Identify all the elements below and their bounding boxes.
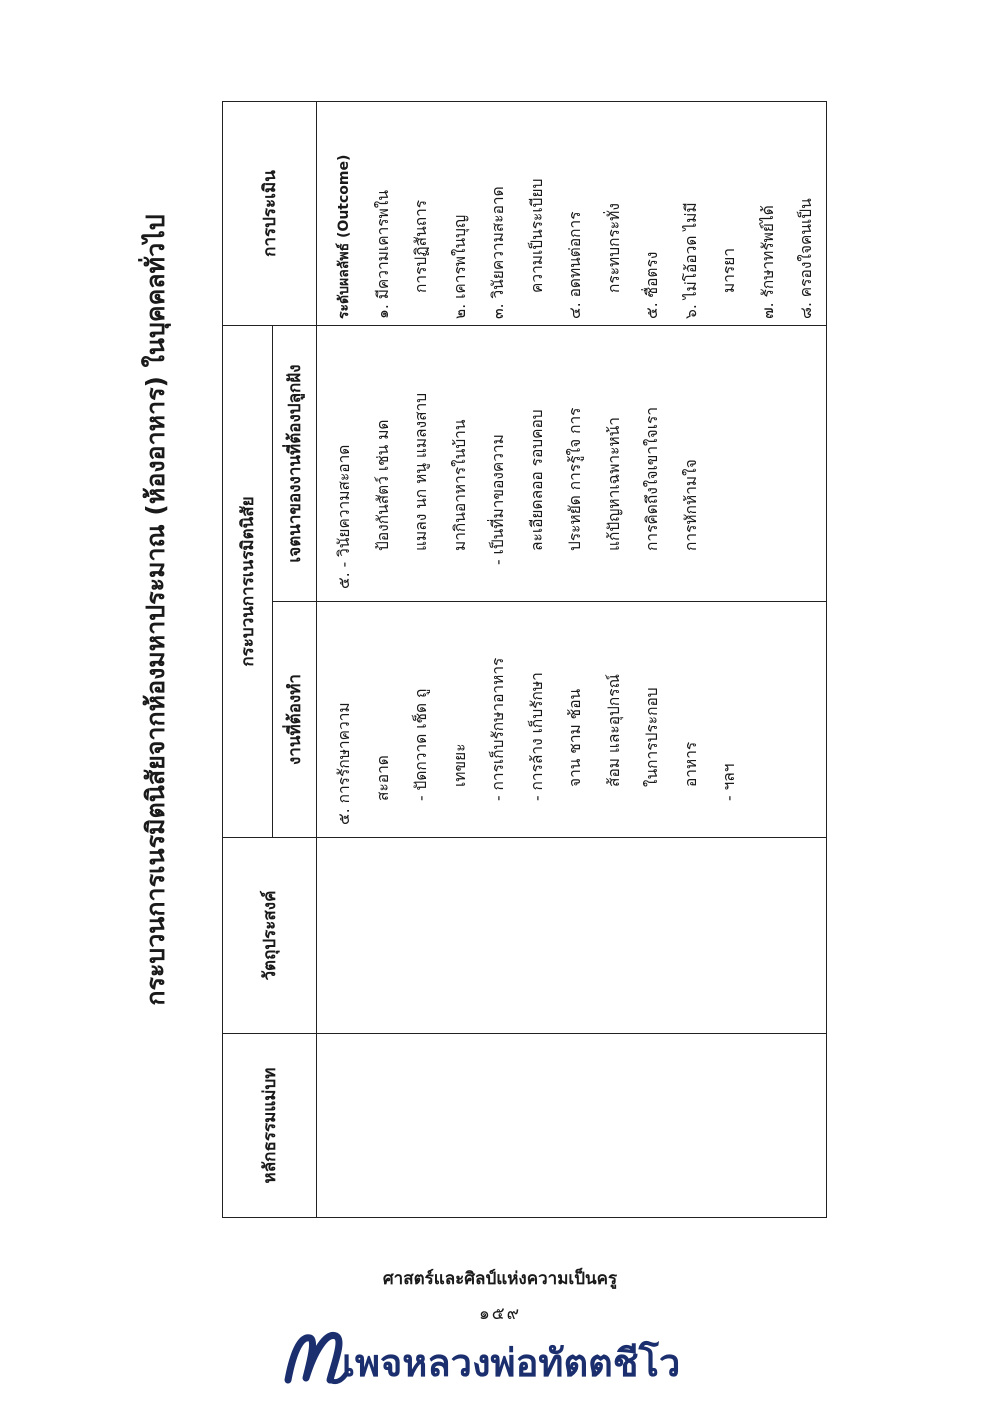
tasks-line: จาน ชาม ช้อน xyxy=(566,688,584,787)
intention-line: แมลง นก หนู แมลงสาบ xyxy=(412,392,430,551)
evaluation-line: การปฏิสันถาร xyxy=(412,199,430,293)
evaluation-line: ความเป็นระเบียบ xyxy=(527,178,546,293)
evaluation-line: กระทบกระทั่ง xyxy=(604,203,623,293)
evaluation-line: ๒. เคารพในบุญ xyxy=(450,214,469,319)
intention-line: มากินอาหารในบ้าน xyxy=(450,419,469,551)
intention-line: ประหยัด การรู้ใจ การ xyxy=(566,407,584,551)
evaluation-line: ๗. รักษาทรัพย์ได้ xyxy=(758,205,777,319)
brand-logo xyxy=(280,1318,740,1398)
intention-line: แก้ปัญหาเฉพาะหน้า xyxy=(604,417,623,551)
tasks-line: - ฯลฯ xyxy=(720,763,738,801)
header-evaluation: การประเมิน xyxy=(223,102,317,326)
book-title: ศาสตร์และศิลป์แห่งความเป็นครู xyxy=(382,1269,618,1289)
tasks-line: อาหาร xyxy=(681,741,700,787)
tasks-line: - การเก็บรักษาอาหาร xyxy=(489,657,507,801)
intention-line: ๕. - วินัยความสะอาด xyxy=(335,444,353,589)
header-process-group: กระบวนการเนรมิตนิสัย xyxy=(223,326,273,838)
intention-line: ละเอียดลออ รอบคอบ xyxy=(527,409,546,551)
evaluation-line: ๘. ครองใจคนเป็น xyxy=(797,198,815,319)
cell-objective xyxy=(317,838,827,1034)
tasks-line: สะอาด xyxy=(373,755,392,801)
intention-line: ป้องกันสัตว์ เช่น มด xyxy=(373,419,392,551)
evaluation-line: มารยา xyxy=(720,247,738,293)
evaluation-line: ๑. มีความเคารพใน xyxy=(373,190,392,319)
tasks-line: - การล้าง เก็บรักษา xyxy=(527,672,546,801)
brand-swash-icon xyxy=(280,1318,350,1398)
page-title: กระบวนการเนรมิตนิสัยจากห้องมหาประมาณ (ห้องอาหาร) ในบุคคลทั่วไป xyxy=(141,214,170,1006)
evaluation-line: ๖. ไม่โอ้อวด ไม่มี xyxy=(681,202,700,319)
header-objective: วัตถุประสงค์ xyxy=(223,838,317,1034)
evaluation-line: ๔. อดทนต่อการ xyxy=(566,211,584,319)
page-number: ๑๕๙ xyxy=(478,1304,522,1324)
header-principle: หลักธรรมแม่บท xyxy=(223,1034,317,1218)
intention-line: การคิดถึงใจเขาใจเรา xyxy=(643,406,661,551)
cell-intention xyxy=(317,326,827,602)
cell-evaluation xyxy=(317,102,827,326)
header-intention: เจตนาของงานที่ต้องปลูกฝัง xyxy=(273,326,317,602)
cell-tasks xyxy=(317,602,827,838)
tasks-line: ๕. การรักษาความ xyxy=(335,702,353,825)
tasks-line: ในการประกอบ xyxy=(643,687,661,787)
habit-process-table xyxy=(222,101,827,1218)
brand-text: เพจหลวงพ่อทัตตชีโว xyxy=(342,1341,681,1385)
intention-line: - เป็นที่มาของความ xyxy=(489,434,507,565)
header-tasks: งานที่ต้องทำ xyxy=(273,602,317,838)
tasks-line: ส้อม และอุปกรณ์ xyxy=(604,674,623,787)
tasks-line: - ปัดกวาด เช็ด ถู xyxy=(412,688,430,801)
evaluation-heading: ระดับผลลัพธ์ (Outcome) xyxy=(336,154,352,319)
evaluation-line: ๕. ซื่อตรง xyxy=(643,251,661,319)
tasks-line: เทขยะ xyxy=(450,743,469,787)
intention-line: การหักห้ามใจ xyxy=(681,459,700,551)
rotated-page-content xyxy=(120,60,900,1240)
evaluation-line: ๓. วินัยความสะอาด xyxy=(489,186,507,319)
cell-principle xyxy=(317,1034,827,1218)
